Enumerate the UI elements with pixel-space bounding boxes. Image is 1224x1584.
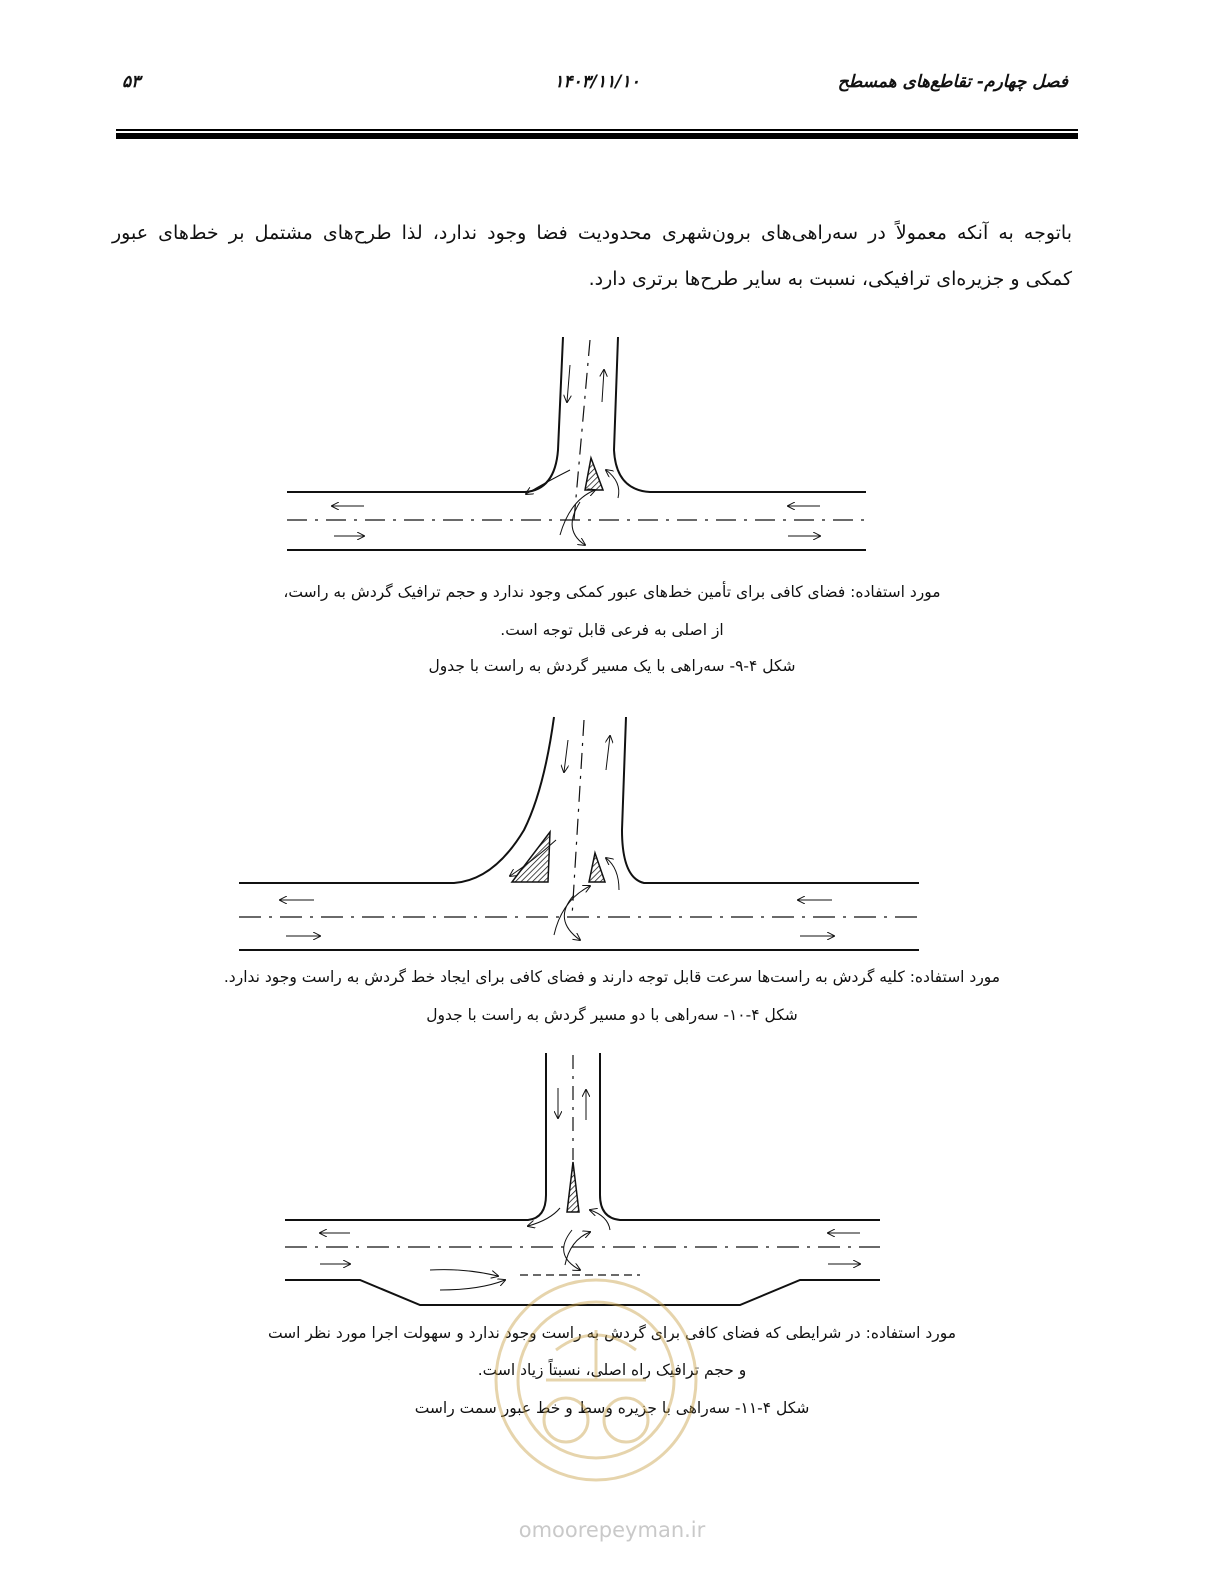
chapter-title: فصل چهارم- تقاطع‌های همسطح xyxy=(837,72,1068,92)
figure-4-9-diagram xyxy=(280,330,880,560)
figure-4-10-caption: شکل ۴-۱۰- سه‌راهی با دو مسیر گردش به راست با جدول xyxy=(426,1006,798,1024)
page-header xyxy=(116,72,1078,102)
figure-4-9-usage-1: مورد استفاده: فضای کافی برای تأمین خط‌های عبور کمکی وجود ندارد و حجم ترافیک گردش به راست، xyxy=(283,583,941,601)
page-number: ۵۳ xyxy=(122,72,141,92)
watermark-site: omoorepeyman.ir xyxy=(518,1518,706,1542)
figure-4-9-caption: شکل ۴-۹- سه‌راهی با یک مسیر گردش به راست با جدول xyxy=(428,657,796,675)
figure-4-10-usage-1: مورد استفاده: کلیه گردش به راست‌ها سرعت قابل توجه دارند و فضای کافی برای ایجاد خط گردش به راست وجود ندارد. xyxy=(223,968,1001,986)
intro-paragraph xyxy=(112,210,1072,302)
figure-4-10-diagram xyxy=(234,710,924,960)
header-rule-thick xyxy=(116,133,1078,139)
figure-4-11-usage-1: مورد استفاده: در شرایطی که فضای کافی برای گردش به راست وجود ندارد و سهولت اجرا مورد نظر است xyxy=(267,1324,957,1342)
header-date: ۱۴۰۳/۱۱/۱۰ xyxy=(554,72,640,92)
intro-line-2: کمکی و جزیره‌ای ترافیکی، نسبت به سایر طرح‌ها برتری دارد. xyxy=(588,268,1072,290)
seal-watermark-icon xyxy=(486,1270,706,1500)
figure-4-9-usage-2: از اصلی به فرعی قابل توجه است. xyxy=(500,621,724,639)
intro-line-1: باتوجه به آنکه معمولاً در سه‌راهی‌های برون‌شهری محدودیت فضا وجود ندارد، لذا طرح‌های مشتمل بر خط‌های عبور xyxy=(112,222,1072,244)
header-rule-thin xyxy=(116,129,1078,131)
figure-4-11-caption: شکل ۴-۱۱- سه‌راهی با جزیره وسط و خط عبور سمت راست xyxy=(414,1399,810,1417)
figure-4-11-usage-2: و حجم ترافیک راه اصلی، نسبتاً زیاد است. xyxy=(477,1361,747,1379)
